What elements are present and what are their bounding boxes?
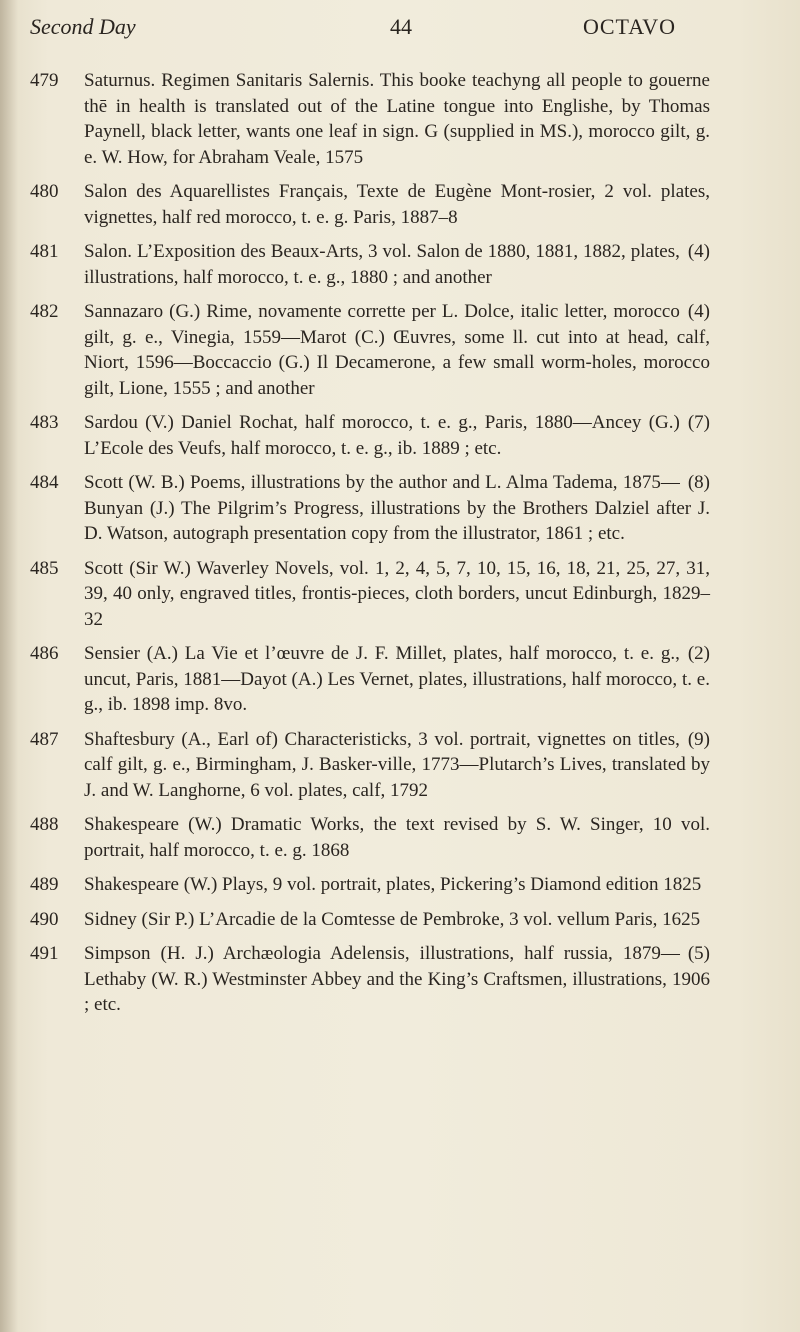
- lot-entry: [0, 727, 800, 804]
- lot-entry: [0, 907, 800, 933]
- lot-number: 480: [30, 181, 59, 202]
- lot-count: (5): [687, 943, 710, 964]
- lot-list: [0, 68, 800, 1027]
- page-header: [0, 8, 800, 48]
- header-section-title: Second Day: [30, 14, 136, 39]
- lot-number: 491: [30, 943, 59, 964]
- lot-number: 488: [30, 814, 59, 835]
- header-format-label: OCTAVO: [583, 14, 677, 39]
- lot-description: Shaftesbury (A., Earl of) Characteristicks, 3 vol. portrait, vignettes on titles, calf gilt, g. e., Birmingham, J. Basker-ville, 1773—Plutarch’s Lives, translated by J. and W. Langhorne, 6 vol. plates, calf, 1792: [84, 728, 710, 801]
- lot-description: Scott (Sir W.) Waverley Novels, vol. 1, 2, 4, 5, 7, 10, 15, 16, 18, 21, 25, 27, 31, 39, 40 only, engraved titles, frontis-pieces, cloth borders, uncut Edinburgh, 1829–32: [84, 557, 710, 630]
- lot-entry: [0, 872, 800, 898]
- lot-number: 482: [30, 301, 59, 322]
- lot-entry: [0, 410, 800, 461]
- lot-number: 490: [30, 908, 59, 930]
- lot-entry: [0, 68, 800, 170]
- lot-entry: [0, 470, 800, 547]
- lot-count: (8): [687, 472, 710, 493]
- lot-number: 483: [30, 412, 59, 433]
- header-page-number: 44: [390, 14, 412, 39]
- lot-count: (7): [687, 412, 710, 433]
- lot-number: 489: [30, 874, 59, 895]
- lot-number: 486: [30, 643, 59, 664]
- lot-number: 481: [30, 241, 59, 262]
- lot-description: Salon des Aquarellistes Français, Texte de Eugène Mont-rosier, 2 vol. plates, vignettes, half red morocco, t. e. g. Paris, 1887–8: [84, 181, 710, 228]
- lot-description: Scott (W. B.) Poems, illustrations by the author and L. Alma Tadema, 1875—Bunyan (J.) The Pilgrim’s Progress, illustrations by the Brothers Dalziel after J. D. Watson, autograph presentation copy from the illustrator, 1861 ; etc.: [84, 472, 710, 544]
- lot-number: 479: [30, 70, 59, 91]
- lot-entry: [0, 556, 800, 633]
- lot-description: Saturnus. Regimen Sanitaris Salernis. This booke teachyng all people to gouerne thē in health is translated out of the Latine tongue into Englishe, by Thomas Paynell, black letter, wants one leaf in sign. G (supplied in MS.), morocco gilt, g. e. W. How, for Abraham Veale, 1575: [84, 70, 710, 168]
- lot-count: (2): [687, 643, 710, 664]
- lot-count: (4): [687, 301, 710, 322]
- lot-entry: [0, 239, 800, 290]
- lot-number: 484: [30, 472, 59, 493]
- lot-number: 485: [30, 557, 59, 579]
- lot-description: Simpson (H. J.) Archæologia Adelensis, illustrations, half russia, 1879—Lethaby (W. R.) Westminster Abbey and the King’s Craftsmen, illustrations, 1906 ; etc.: [84, 943, 710, 1015]
- lot-count: (9): [687, 728, 710, 750]
- lot-entry: [0, 641, 800, 718]
- lot-description: Shakespeare (W.) Dramatic Works, the text revised by S. W. Singer, 10 vol. portrait, half morocco, t. e. g. 1868: [84, 814, 710, 861]
- lot-entry: [0, 299, 800, 401]
- lot-count: (4): [687, 241, 710, 262]
- lot-description: Sannazaro (G.) Rime, novamente corrette per L. Dolce, italic letter, morocco gilt, g. e., Vinegia, 1559—Marot (C.) Œuvres, some ll. cut into at head, calf, Niort, 1596—Boccaccio (G.) Il Decamerone, a few small worm-holes, morocco gilt, Lione, 1555 ; and another: [84, 301, 710, 399]
- lot-entry: [0, 941, 800, 1018]
- lot-description: Sardou (V.) Daniel Rochat, half morocco, t. e. g., Paris, 1880—Ancey (G.) L’Ecole des Veufs, half morocco, t. e. g., ib. 1889 ; etc.: [84, 412, 680, 459]
- lot-entry: [0, 179, 800, 230]
- lot-entry: [0, 812, 800, 863]
- lot-description: Shakespeare (W.) Plays, 9 vol. portrait, plates, Pickering’s Diamond edition 1825: [84, 874, 702, 895]
- lot-description: Sensier (A.) La Vie et l’œuvre de J. F. Millet, plates, half morocco, t. e. g., uncut, Paris, 1881—Dayot (A.) Les Vernet, plates, illustrations, half morocco, t. e. g., ib. 1898 imp. 8vo.: [84, 643, 710, 715]
- lot-description: Salon. L’Exposition des Beaux-Arts, 3 vol. Salon de 1880, 1881, 1882, plates, illustrations, half morocco, t. e. g., 1880 ; and another: [84, 241, 680, 288]
- lot-description: Sidney (Sir P.) L’Arcadie de la Comtesse de Pembroke, 3 vol. vellum Paris, 1625: [84, 908, 701, 930]
- lot-number: 487: [30, 728, 59, 750]
